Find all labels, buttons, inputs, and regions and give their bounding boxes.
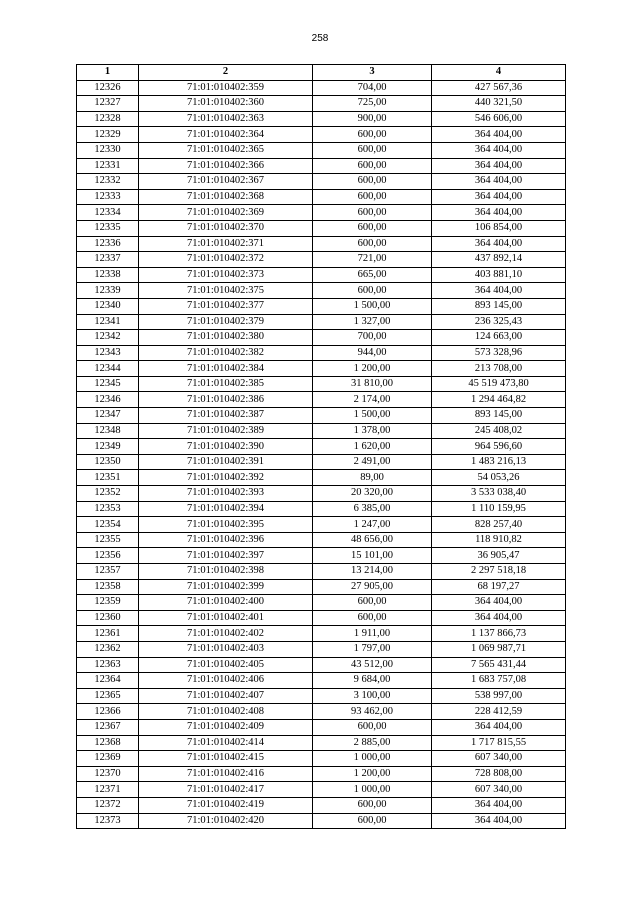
- row-number-cell: 12336: [77, 236, 139, 252]
- area-cell: 600,00: [313, 610, 432, 626]
- value-cell: 45 519 473,80: [432, 376, 566, 392]
- row-number-cell: 12358: [77, 579, 139, 595]
- value-cell: 364 404,00: [432, 174, 566, 190]
- cadastral-number-cell: 71:01:010402:409: [139, 719, 313, 735]
- area-cell: 600,00: [313, 283, 432, 299]
- table-row: [77, 548, 566, 564]
- row-number-cell: 12341: [77, 314, 139, 330]
- table-row: [77, 189, 566, 205]
- value-cell: 893 145,00: [432, 408, 566, 424]
- cadastral-number-cell: 71:01:010402:375: [139, 283, 313, 299]
- column-header-3: 3: [313, 65, 432, 81]
- value-cell: 364 404,00: [432, 189, 566, 205]
- row-number-cell: 12347: [77, 408, 139, 424]
- row-number-cell: 12365: [77, 688, 139, 704]
- row-number-cell: 12335: [77, 220, 139, 236]
- row-number-cell: 12356: [77, 548, 139, 564]
- row-number-cell: 12352: [77, 486, 139, 502]
- area-cell: 1 000,00: [313, 751, 432, 767]
- table-row: [77, 174, 566, 190]
- area-cell: 20 320,00: [313, 486, 432, 502]
- cadastral-number-cell: 71:01:010402:402: [139, 626, 313, 642]
- area-cell: 700,00: [313, 330, 432, 346]
- row-number-cell: 12326: [77, 80, 139, 96]
- area-cell: 1 500,00: [313, 298, 432, 314]
- table-row: [77, 439, 566, 455]
- table-row: [77, 220, 566, 236]
- cadastral-number-cell: 71:01:010402:393: [139, 486, 313, 502]
- area-cell: 2 491,00: [313, 454, 432, 470]
- table-row: [77, 579, 566, 595]
- column-header-4: 4: [432, 65, 566, 81]
- cadastral-number-cell: 71:01:010402:398: [139, 564, 313, 580]
- cadastral-number-cell: 71:01:010402:414: [139, 735, 313, 751]
- cadastral-number-cell: 71:01:010402:384: [139, 361, 313, 377]
- header-row: [77, 65, 566, 81]
- area-cell: 43 512,00: [313, 657, 432, 673]
- area-cell: 900,00: [313, 111, 432, 127]
- area-cell: 13 214,00: [313, 564, 432, 580]
- table-row: [77, 704, 566, 720]
- row-number-cell: 12372: [77, 797, 139, 813]
- row-number-cell: 12351: [77, 470, 139, 486]
- value-cell: 538 997,00: [432, 688, 566, 704]
- value-cell: 1 110 159,95: [432, 501, 566, 517]
- row-number-cell: 12332: [77, 174, 139, 190]
- table-row: [77, 408, 566, 424]
- table-row: [77, 267, 566, 283]
- table-row: [77, 205, 566, 221]
- area-cell: 93 462,00: [313, 704, 432, 720]
- table-row: [77, 751, 566, 767]
- cadastral-number-cell: 71:01:010402:408: [139, 704, 313, 720]
- table-row: [77, 330, 566, 346]
- area-cell: 721,00: [313, 252, 432, 268]
- value-cell: 573 328,96: [432, 345, 566, 361]
- table-row: [77, 626, 566, 642]
- table-row: [77, 80, 566, 96]
- cadastral-number-cell: 71:01:010402:399: [139, 579, 313, 595]
- value-cell: 54 053,26: [432, 470, 566, 486]
- table-row: [77, 797, 566, 813]
- row-number-cell: 12337: [77, 252, 139, 268]
- value-cell: 245 408,02: [432, 423, 566, 439]
- value-cell: 1 294 464,82: [432, 392, 566, 408]
- area-cell: 600,00: [313, 236, 432, 252]
- area-cell: 27 905,00: [313, 579, 432, 595]
- area-cell: 9 684,00: [313, 673, 432, 689]
- value-cell: 364 404,00: [432, 142, 566, 158]
- value-cell: 1 483 216,13: [432, 454, 566, 470]
- column-header-1: 1: [77, 65, 139, 81]
- value-cell: 36 905,47: [432, 548, 566, 564]
- row-number-cell: 12360: [77, 610, 139, 626]
- area-cell: 1 247,00: [313, 517, 432, 533]
- value-cell: 364 404,00: [432, 719, 566, 735]
- row-number-cell: 12343: [77, 345, 139, 361]
- area-cell: 600,00: [313, 142, 432, 158]
- value-cell: 1 137 866,73: [432, 626, 566, 642]
- cadastral-number-cell: 71:01:010402:360: [139, 96, 313, 112]
- table-row: [77, 111, 566, 127]
- row-number-cell: 12348: [77, 423, 139, 439]
- cadastral-number-cell: 71:01:010402:400: [139, 595, 313, 611]
- table-row: [77, 283, 566, 299]
- row-number-cell: 12353: [77, 501, 139, 517]
- row-number-cell: 12327: [77, 96, 139, 112]
- value-cell: 607 340,00: [432, 782, 566, 798]
- table-row: [77, 688, 566, 704]
- value-cell: 364 404,00: [432, 283, 566, 299]
- area-cell: 600,00: [313, 220, 432, 236]
- page-number: 258: [311, 33, 329, 44]
- row-number-cell: 12349: [77, 439, 139, 455]
- row-number-cell: 12362: [77, 641, 139, 657]
- cadastral-number-cell: 71:01:010402:415: [139, 751, 313, 767]
- registry-table: [76, 64, 566, 829]
- cadastral-number-cell: 71:01:010402:372: [139, 252, 313, 268]
- area-cell: 3 100,00: [313, 688, 432, 704]
- row-number-cell: 12344: [77, 361, 139, 377]
- table-row: [77, 673, 566, 689]
- row-number-cell: 12331: [77, 158, 139, 174]
- cadastral-number-cell: 71:01:010402:401: [139, 610, 313, 626]
- row-number-cell: 12355: [77, 532, 139, 548]
- cadastral-number-cell: 71:01:010402:396: [139, 532, 313, 548]
- cadastral-number-cell: 71:01:010402:382: [139, 345, 313, 361]
- value-cell: 1 683 757,08: [432, 673, 566, 689]
- row-number-cell: 12342: [77, 330, 139, 346]
- table-row: [77, 782, 566, 798]
- table-row: [77, 766, 566, 782]
- table-row: [77, 486, 566, 502]
- row-number-cell: 12339: [77, 283, 139, 299]
- table-row: [77, 423, 566, 439]
- cadastral-number-cell: 71:01:010402:365: [139, 142, 313, 158]
- value-cell: 403 881,10: [432, 267, 566, 283]
- area-cell: 600,00: [313, 174, 432, 190]
- area-cell: 1 911,00: [313, 626, 432, 642]
- cadastral-number-cell: 71:01:010402:419: [139, 797, 313, 813]
- row-number-cell: 12340: [77, 298, 139, 314]
- value-cell: 364 404,00: [432, 236, 566, 252]
- table-row: [77, 641, 566, 657]
- table-row: [77, 735, 566, 751]
- area-cell: 15 101,00: [313, 548, 432, 564]
- value-cell: 228 412,59: [432, 704, 566, 720]
- value-cell: 427 567,36: [432, 80, 566, 96]
- value-cell: 213 708,00: [432, 361, 566, 377]
- row-number-cell: 12329: [77, 127, 139, 143]
- value-cell: 828 257,40: [432, 517, 566, 533]
- row-number-cell: 12364: [77, 673, 139, 689]
- cadastral-number-cell: 71:01:010402:380: [139, 330, 313, 346]
- cadastral-number-cell: 71:01:010402:389: [139, 423, 313, 439]
- table-row: [77, 298, 566, 314]
- cadastral-number-cell: 71:01:010402:369: [139, 205, 313, 221]
- table-row: [77, 236, 566, 252]
- value-cell: 440 321,50: [432, 96, 566, 112]
- table-row: [77, 595, 566, 611]
- row-number-cell: 12345: [77, 376, 139, 392]
- area-cell: 600,00: [313, 719, 432, 735]
- area-cell: 600,00: [313, 595, 432, 611]
- value-cell: 364 404,00: [432, 595, 566, 611]
- cadastral-number-cell: 71:01:010402:420: [139, 813, 313, 829]
- cadastral-number-cell: 71:01:010402:417: [139, 782, 313, 798]
- cadastral-number-cell: 71:01:010402:370: [139, 220, 313, 236]
- area-cell: 89,00: [313, 470, 432, 486]
- area-cell: 6 385,00: [313, 501, 432, 517]
- row-number-cell: 12369: [77, 751, 139, 767]
- row-number-cell: 12350: [77, 454, 139, 470]
- row-number-cell: 12367: [77, 719, 139, 735]
- area-cell: 1 797,00: [313, 641, 432, 657]
- area-cell: 600,00: [313, 205, 432, 221]
- table-row: [77, 345, 566, 361]
- row-number-cell: 12338: [77, 267, 139, 283]
- area-cell: 600,00: [313, 189, 432, 205]
- table-row: [77, 454, 566, 470]
- cadastral-number-cell: 71:01:010402:416: [139, 766, 313, 782]
- value-cell: 364 404,00: [432, 797, 566, 813]
- value-cell: 364 404,00: [432, 158, 566, 174]
- cadastral-number-cell: 71:01:010402:403: [139, 641, 313, 657]
- area-cell: 665,00: [313, 267, 432, 283]
- area-cell: 1 620,00: [313, 439, 432, 455]
- row-number-cell: 12346: [77, 392, 139, 408]
- cadastral-number-cell: 71:01:010402:405: [139, 657, 313, 673]
- area-cell: 1 200,00: [313, 766, 432, 782]
- cadastral-number-cell: 71:01:010402:406: [139, 673, 313, 689]
- area-cell: 704,00: [313, 80, 432, 96]
- value-cell: 607 340,00: [432, 751, 566, 767]
- table-row: [77, 657, 566, 673]
- area-cell: 1 327,00: [313, 314, 432, 330]
- table-row: [77, 719, 566, 735]
- cadastral-number-cell: 71:01:010402:385: [139, 376, 313, 392]
- value-cell: 364 404,00: [432, 205, 566, 221]
- cadastral-number-cell: 71:01:010402:368: [139, 189, 313, 205]
- column-header-2: 2: [139, 65, 313, 81]
- row-number-cell: 12373: [77, 813, 139, 829]
- cadastral-number-cell: 71:01:010402:394: [139, 501, 313, 517]
- cadastral-number-cell: 71:01:010402:395: [139, 517, 313, 533]
- cadastral-number-cell: 71:01:010402:407: [139, 688, 313, 704]
- row-number-cell: 12370: [77, 766, 139, 782]
- row-number-cell: 12366: [77, 704, 139, 720]
- value-cell: 3 533 038,40: [432, 486, 566, 502]
- area-cell: 48 656,00: [313, 532, 432, 548]
- table-row: [77, 252, 566, 268]
- table-body: [77, 80, 566, 829]
- value-cell: 1 069 987,71: [432, 641, 566, 657]
- table-row: [77, 517, 566, 533]
- cadastral-number-cell: 71:01:010402:363: [139, 111, 313, 127]
- row-number-cell: 12359: [77, 595, 139, 611]
- area-cell: 2 885,00: [313, 735, 432, 751]
- value-cell: 964 596,60: [432, 439, 566, 455]
- cadastral-number-cell: 71:01:010402:364: [139, 127, 313, 143]
- area-cell: 1 000,00: [313, 782, 432, 798]
- area-cell: 600,00: [313, 813, 432, 829]
- row-number-cell: 12363: [77, 657, 139, 673]
- row-number-cell: 12334: [77, 205, 139, 221]
- value-cell: 124 663,00: [432, 330, 566, 346]
- row-number-cell: 12354: [77, 517, 139, 533]
- table-row: [77, 813, 566, 829]
- area-cell: 944,00: [313, 345, 432, 361]
- table-header: [77, 65, 566, 81]
- row-number-cell: 12357: [77, 564, 139, 580]
- cadastral-number-cell: 71:01:010402:377: [139, 298, 313, 314]
- table-row: [77, 361, 566, 377]
- cadastral-number-cell: 71:01:010402:371: [139, 236, 313, 252]
- table-row: [77, 532, 566, 548]
- cadastral-number-cell: 71:01:010402:397: [139, 548, 313, 564]
- table-row: [77, 314, 566, 330]
- area-cell: 600,00: [313, 127, 432, 143]
- table-row: [77, 142, 566, 158]
- value-cell: 68 197,27: [432, 579, 566, 595]
- value-cell: 893 145,00: [432, 298, 566, 314]
- row-number-cell: 12371: [77, 782, 139, 798]
- area-cell: 1 378,00: [313, 423, 432, 439]
- area-cell: 31 810,00: [313, 376, 432, 392]
- value-cell: 7 565 431,44: [432, 657, 566, 673]
- cadastral-number-cell: 71:01:010402:367: [139, 174, 313, 190]
- value-cell: 364 404,00: [432, 127, 566, 143]
- table-row: [77, 470, 566, 486]
- area-cell: 1 500,00: [313, 408, 432, 424]
- area-cell: 725,00: [313, 96, 432, 112]
- cadastral-number-cell: 71:01:010402:366: [139, 158, 313, 174]
- cadastral-number-cell: 71:01:010402:391: [139, 454, 313, 470]
- table-row: [77, 127, 566, 143]
- row-number-cell: 12328: [77, 111, 139, 127]
- row-number-cell: 12361: [77, 626, 139, 642]
- value-cell: 106 854,00: [432, 220, 566, 236]
- table-row: [77, 158, 566, 174]
- cadastral-number-cell: 71:01:010402:386: [139, 392, 313, 408]
- cadastral-number-cell: 71:01:010402:379: [139, 314, 313, 330]
- table-row: [77, 501, 566, 517]
- value-cell: 118 910,82: [432, 532, 566, 548]
- value-cell: 1 717 815,55: [432, 735, 566, 751]
- area-cell: 600,00: [313, 797, 432, 813]
- row-number-cell: 12333: [77, 189, 139, 205]
- value-cell: 437 892,14: [432, 252, 566, 268]
- value-cell: 2 297 518,18: [432, 564, 566, 580]
- cadastral-number-cell: 71:01:010402:359: [139, 80, 313, 96]
- value-cell: 364 404,00: [432, 610, 566, 626]
- cadastral-number-cell: 71:01:010402:392: [139, 470, 313, 486]
- cadastral-number-cell: 71:01:010402:387: [139, 408, 313, 424]
- table-row: [77, 96, 566, 112]
- value-cell: 364 404,00: [432, 813, 566, 829]
- table-row: [77, 610, 566, 626]
- cadastral-number-cell: 71:01:010402:390: [139, 439, 313, 455]
- area-cell: 1 200,00: [313, 361, 432, 377]
- area-cell: 2 174,00: [313, 392, 432, 408]
- table-row: [77, 564, 566, 580]
- value-cell: 546 606,00: [432, 111, 566, 127]
- row-number-cell: 12330: [77, 142, 139, 158]
- area-cell: 600,00: [313, 158, 432, 174]
- value-cell: 236 325,43: [432, 314, 566, 330]
- cadastral-number-cell: 71:01:010402:373: [139, 267, 313, 283]
- value-cell: 728 808,00: [432, 766, 566, 782]
- row-number-cell: 12368: [77, 735, 139, 751]
- table-row: [77, 392, 566, 408]
- table-row: [77, 376, 566, 392]
